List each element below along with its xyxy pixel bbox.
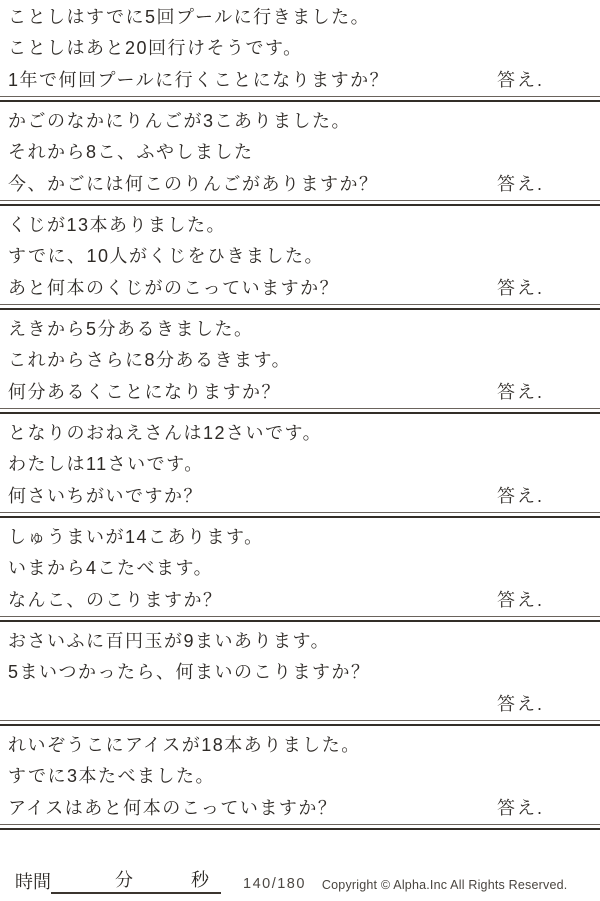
answer-label: 答え. — [497, 589, 545, 610]
problem-section-8 — [0, 728, 600, 832]
question-row — [0, 791, 600, 823]
problem-section-1 — [0, 0, 600, 104]
sentence-line: れいぞうこにアイスが18本ありました。 — [8, 734, 361, 755]
answer-label: 答え. — [497, 173, 545, 194]
sentence-line: えきから5分あるきました。 — [8, 318, 254, 339]
answer-label: 答え. — [497, 277, 545, 298]
sentence-line: くじが13本ありました。 — [8, 214, 227, 235]
question-text: 1年で何回プールに行くことになりますか？ — [8, 69, 390, 90]
answer-label: 答え. — [497, 693, 545, 714]
section-divider — [0, 304, 600, 310]
sentence-line: おさいふに百円玉が9まいあります。 — [8, 630, 331, 651]
sentence-line: すでに3本たべました。 — [8, 766, 216, 787]
sentence-line: ことしはあと20回行けそうです。 — [8, 38, 303, 59]
copyright-text: Copyright © Alpha.Inc All Rights Reserved. — [321, 877, 568, 892]
time-label: 時間 — [15, 872, 51, 893]
problem-section-5 — [0, 416, 600, 520]
sentence-line: それから8こ、ふやしました — [8, 142, 254, 163]
section-divider — [0, 96, 600, 102]
answer-label: 答え. — [497, 381, 545, 402]
answer-label: 答え. — [497, 797, 545, 818]
section-divider — [0, 720, 600, 726]
question-row — [0, 375, 600, 407]
question-text: なんこ、のこりますか？ — [8, 589, 223, 610]
question-text: 5まいつかったら、何まいのこりますか？ — [8, 662, 371, 683]
sentence-line: かごのなかにりんごが3こありました。 — [8, 110, 352, 131]
problem-section-2 — [0, 104, 600, 208]
section-divider — [0, 824, 600, 830]
section-divider — [0, 512, 600, 518]
section-divider — [0, 616, 600, 622]
problem-section-7 — [0, 624, 600, 728]
question-row — [0, 687, 600, 719]
minutes-label: 分 — [115, 870, 133, 891]
question-text: 何分あるくことになりますか？ — [8, 381, 281, 402]
question-row — [0, 479, 600, 511]
time-entry — [15, 870, 221, 894]
question-text: 何さいちがいですか？ — [8, 485, 203, 506]
seconds-label: 秒 — [191, 870, 209, 891]
answer-label: 答え. — [497, 485, 545, 506]
sentence-line: すでに、10人がくじをひきました。 — [8, 246, 325, 267]
question-text: アイスはあと何本のこっていますか？ — [8, 797, 338, 818]
sentence-line: いまから4こたべます。 — [8, 558, 214, 579]
question-text: あと何本のくじがのこっていますか？ — [8, 277, 340, 298]
footer — [15, 866, 592, 894]
sentence-line: となりのおねえさんは12さいです。 — [8, 422, 323, 443]
problem-section-4 — [0, 312, 600, 416]
question-row — [0, 271, 600, 303]
problem-section-6 — [0, 520, 600, 624]
question-text: 今、かごには何このりんごがありますか？ — [8, 173, 379, 194]
question-row — [0, 167, 600, 199]
problem-section-3 — [0, 208, 600, 312]
question-row — [0, 583, 600, 615]
section-divider — [0, 408, 600, 414]
sentence-line: わたしは11さいです。 — [8, 454, 204, 475]
answer-label: 答え. — [497, 69, 545, 90]
time-underline — [51, 870, 221, 894]
sentence-line: しゅうまいが14こあります。 — [8, 526, 264, 547]
section-divider — [0, 200, 600, 206]
question-row — [0, 63, 600, 95]
sentence-line: これからさらに8分あるきます。 — [8, 350, 292, 371]
page-indicator: 140/180 — [243, 876, 306, 893]
sentence-line: ことしはすでに5回プールに行きました。 — [8, 6, 371, 27]
